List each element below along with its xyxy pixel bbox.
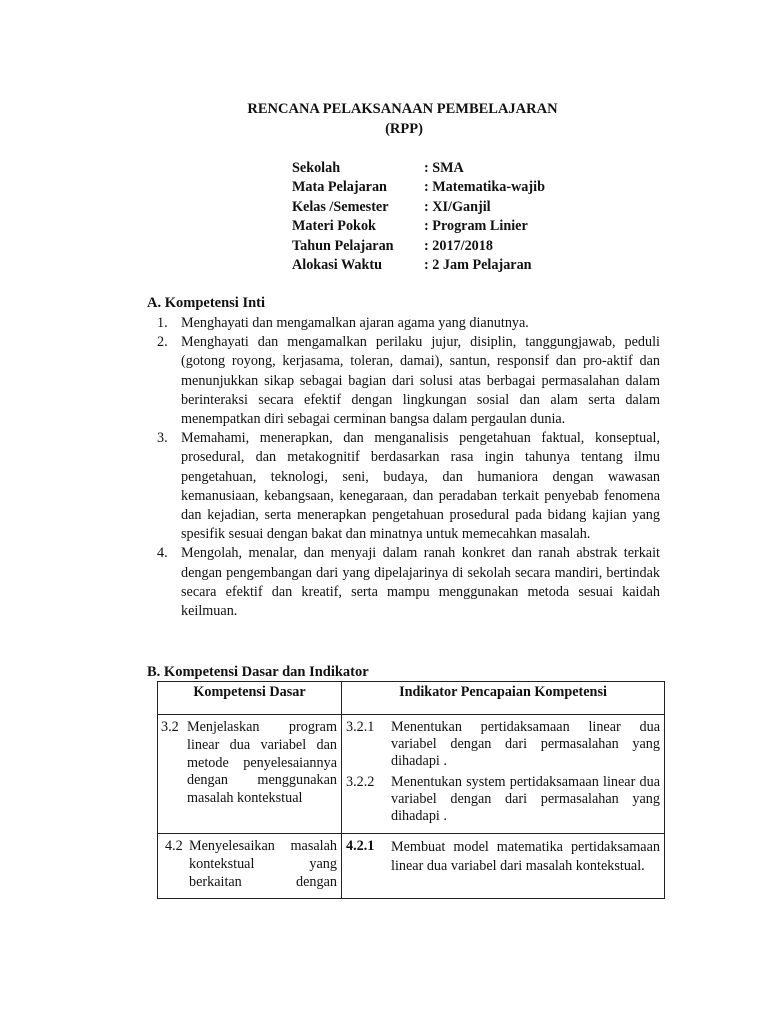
list-number: 3.: [157, 430, 168, 447]
info-label: Sekolah: [292, 160, 341, 176]
indicator-code: 3.2.1: [346, 719, 375, 735]
list-text: Mengolah, menalar, dan menyaji dalam ranah konkret dan ranah abstrak terkait dengan pengembangan dari yang dipelajarinya di sekolah secara mandiri, bertindak secara efektif dan kreatif, serta mampu menggunakan metoda sesuai kaidah keilmuan.: [181, 545, 660, 620]
basic-competence-cell: [158, 715, 342, 834]
indicator-code: 3.2.2: [346, 774, 375, 790]
list-number: 4.: [157, 545, 168, 562]
competence-text: Menjelaskan program linear dua variabel dan metode penyelesaiannya dengan menggunakan masalah kontekstual: [187, 719, 337, 807]
indicator-item: [346, 719, 660, 770]
info-row-time: [292, 257, 545, 276]
list-item: [157, 314, 660, 333]
column-header-basic-competence: Kompetensi Dasar: [158, 682, 342, 715]
info-row-class: [292, 199, 545, 218]
info-value: : 2 Jam Pelajaran: [424, 256, 532, 273]
core-competence-list: [157, 314, 660, 621]
info-value: : Matematika-wajib: [424, 179, 545, 196]
info-value: : SMA: [424, 160, 464, 176]
column-header-indicator: Indikator Pencapaian Kompetensi: [342, 682, 665, 715]
info-value: : Program Linier: [424, 218, 528, 235]
indicator-item: [346, 838, 660, 876]
table-row: [158, 715, 665, 834]
indicator-cell: [342, 834, 665, 899]
indicator-item: [346, 774, 660, 825]
info-label: Materi Pokok: [292, 218, 376, 235]
list-item: [157, 333, 660, 429]
list-item: [157, 544, 660, 621]
section-heading-basic-competence: B. Kompetensi Dasar dan Indikator: [147, 664, 369, 680]
indicator-text: Membuat model matematika pertidaksamaan linear dua variabel dari masalah kontekstual.: [391, 839, 660, 874]
competence-text: Menyelesaikan masalah kontekstual yang berkaitan dengan: [189, 838, 337, 890]
info-row-subject: [292, 179, 545, 198]
info-row-school: [292, 160, 545, 179]
basic-competence-cell: [158, 834, 342, 899]
competence-code: 4.2: [165, 838, 183, 854]
list-text: Menghayati dan mengamalkan perilaku jujur, disiplin, tanggungjawab, peduli (gotong royong, kerjasama, toleran, damai), santun, responsif dan pro-aktif dan menunjukkan sikap sebagai bagian dari solusi atas berbagai permasalahan dalam berinteraksi secara efektif dengan lingkungan sosial dan alam serta dalam menempatkan diri sebagai cerminan bangsa dalam pergaulan dunia.: [181, 334, 660, 428]
info-label: Tahun Pelajaran: [292, 237, 394, 254]
competence-code: 3.2: [161, 719, 179, 735]
info-label: Mata Pelajaran: [292, 179, 387, 196]
info-value: : XI/Ganjil: [424, 198, 491, 215]
table-header-row: [158, 682, 665, 715]
section-heading-core-competence: A. Kompetensi Inti: [147, 295, 266, 311]
indicator-cell: [342, 715, 665, 834]
document-title: RENCANA PELAKSANAAN PEMBELAJARAN: [247, 101, 558, 117]
list-number: 1.: [157, 315, 168, 331]
info-value: : 2017/2018: [424, 237, 493, 254]
list-text: Memahami, menerapkan, dan menganalisis pengetahuan faktual, konseptual, prosedural, dan metakognitif berdasarkan rasa ingin tahunya tentang ilmu pengetahuan, teknologi, seni, budaya, dan humaniora dengan wawasan kemanusiaan, kebangsaan, kenegaraan, dan peradaban terkait penyebab fenomena dan kejadian, serta menerapkan pengetahuan prosedural pada bidang kajian yang spesifik sesuai dengan bakat dan minatnya untuk memecahkan masalah.: [181, 430, 660, 543]
info-label: Kelas /Semester: [292, 198, 389, 215]
identity-block: [292, 160, 545, 276]
list-text: Menghayati dan mengamalkan ajaran agama yang dianutnya.: [181, 315, 529, 331]
list-item: [157, 429, 660, 544]
list-number: 2.: [157, 334, 168, 351]
info-row-year: [292, 238, 545, 257]
table-row: [158, 834, 665, 899]
document-subtitle: (RPP): [385, 121, 423, 137]
info-row-topic: [292, 218, 545, 237]
indicator-text: Menentukan pertidaksamaan linear dua variabel dengan dari permasalahan yang dihadapi .: [391, 719, 660, 769]
info-label: Alokasi Waktu: [292, 256, 383, 273]
competence-table: [157, 681, 665, 899]
indicator-code: 4.2.1: [346, 838, 375, 854]
indicator-text: Menentukan system pertidaksamaan linear dua variabel dengan dari permasalahan yang dihadapi .: [391, 774, 660, 824]
